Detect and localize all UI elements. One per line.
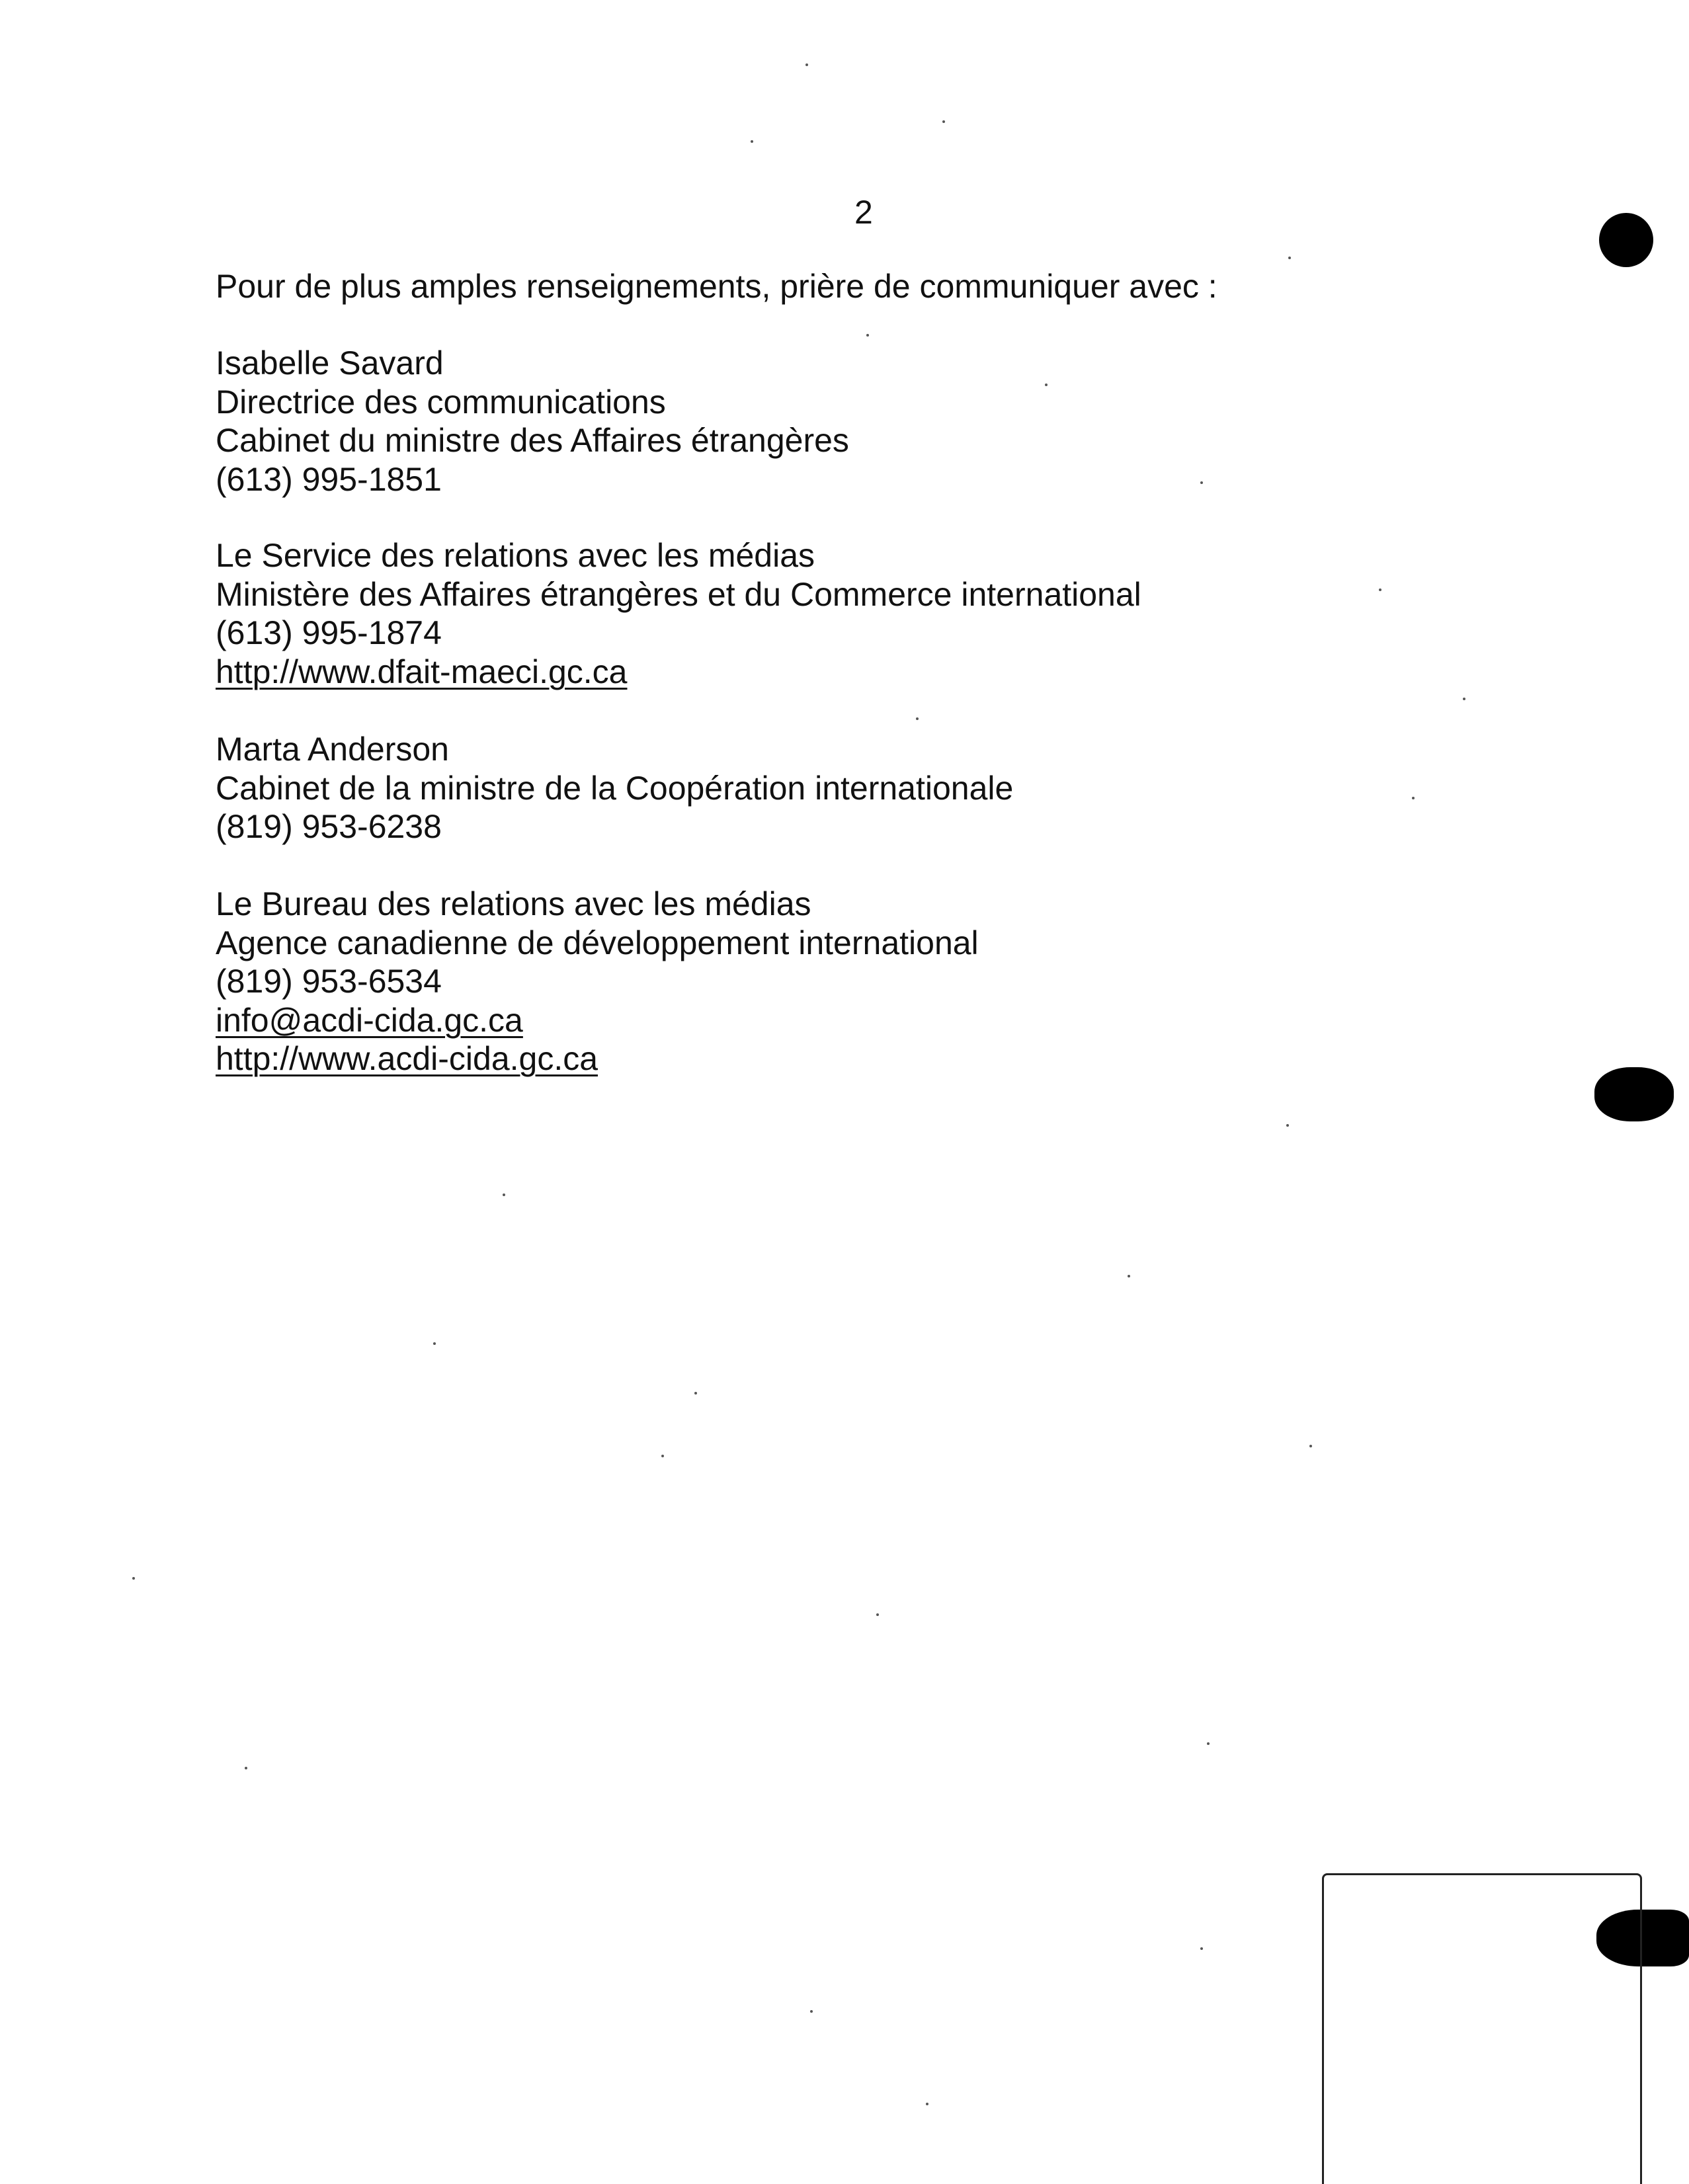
- cida-website-link[interactable]: http://www.acdi-cida.gc.ca: [216, 1040, 598, 1077]
- contact-block-cida-media: [216, 885, 979, 1078]
- scan-speck: [926, 2103, 928, 2105]
- scan-speck: [245, 1767, 247, 1769]
- punch-hole-top: [1599, 213, 1653, 267]
- scan-speck: [1045, 384, 1048, 386]
- page-number: 2: [854, 194, 873, 231]
- stamp-box-outline: [1322, 1873, 1642, 2184]
- contact-block-dfait-media: [216, 536, 1141, 691]
- contact-block-savard: [216, 344, 849, 499]
- dfait-website-link[interactable]: http://www.dfait-maeci.gc.ca: [216, 653, 628, 690]
- contact-office: Cabinet du ministre des Affaires étrangères: [216, 422, 849, 459]
- scan-speck: [661, 1455, 664, 1457]
- scan-speck: [503, 1193, 505, 1196]
- punch-hole-middle: [1594, 1067, 1674, 1121]
- contact-name: Le Bureau des relations avec les médias: [216, 885, 811, 922]
- scan-speck: [805, 63, 808, 66]
- scan-speck: [132, 1577, 135, 1580]
- scan-speck: [810, 2010, 813, 2013]
- scan-speck: [1128, 1275, 1130, 1277]
- scan-speck: [751, 140, 753, 143]
- scan-speck: [1207, 1742, 1210, 1745]
- scan-speck: [1286, 1124, 1289, 1127]
- contact-block-anderson: [216, 730, 1013, 846]
- scan-speck: [1309, 1445, 1312, 1447]
- contact-phone: (819) 953-6238: [216, 808, 442, 845]
- contact-office: Ministère des Affaires étrangères et du Commerce international: [216, 575, 1141, 613]
- scan-speck: [694, 1392, 697, 1395]
- intro-text: Pour de plus amples renseignements, prière de communiquer avec :: [216, 268, 1217, 305]
- scan-speck: [1412, 797, 1415, 799]
- contact-office: Agence canadienne de développement international: [216, 924, 979, 961]
- contact-title: Directrice des communications: [216, 383, 666, 421]
- scan-speck: [916, 717, 919, 720]
- scan-speck: [1379, 588, 1381, 591]
- scan-speck: [433, 1342, 436, 1345]
- scan-speck: [1200, 481, 1203, 484]
- scan-speck: [1200, 1947, 1203, 1950]
- contact-phone: (613) 995-1851: [216, 460, 442, 498]
- scan-speck: [876, 1613, 879, 1616]
- cida-email-link[interactable]: info@acdi-cida.gc.ca: [216, 1001, 523, 1039]
- contact-name: Isabelle Savard: [216, 344, 444, 382]
- contact-phone: (819) 953-6534: [216, 963, 442, 1000]
- contact-name: Le Service des relations avec les médias: [216, 537, 815, 574]
- contact-office: Cabinet de la ministre de la Coopération internationale: [216, 769, 1014, 807]
- scan-speck: [1288, 257, 1291, 259]
- contact-phone: (613) 995-1874: [216, 614, 442, 651]
- scan-speck: [942, 120, 945, 123]
- scan-speck: [1463, 698, 1465, 700]
- scan-speck: [866, 334, 869, 337]
- contact-name: Marta Anderson: [216, 731, 449, 768]
